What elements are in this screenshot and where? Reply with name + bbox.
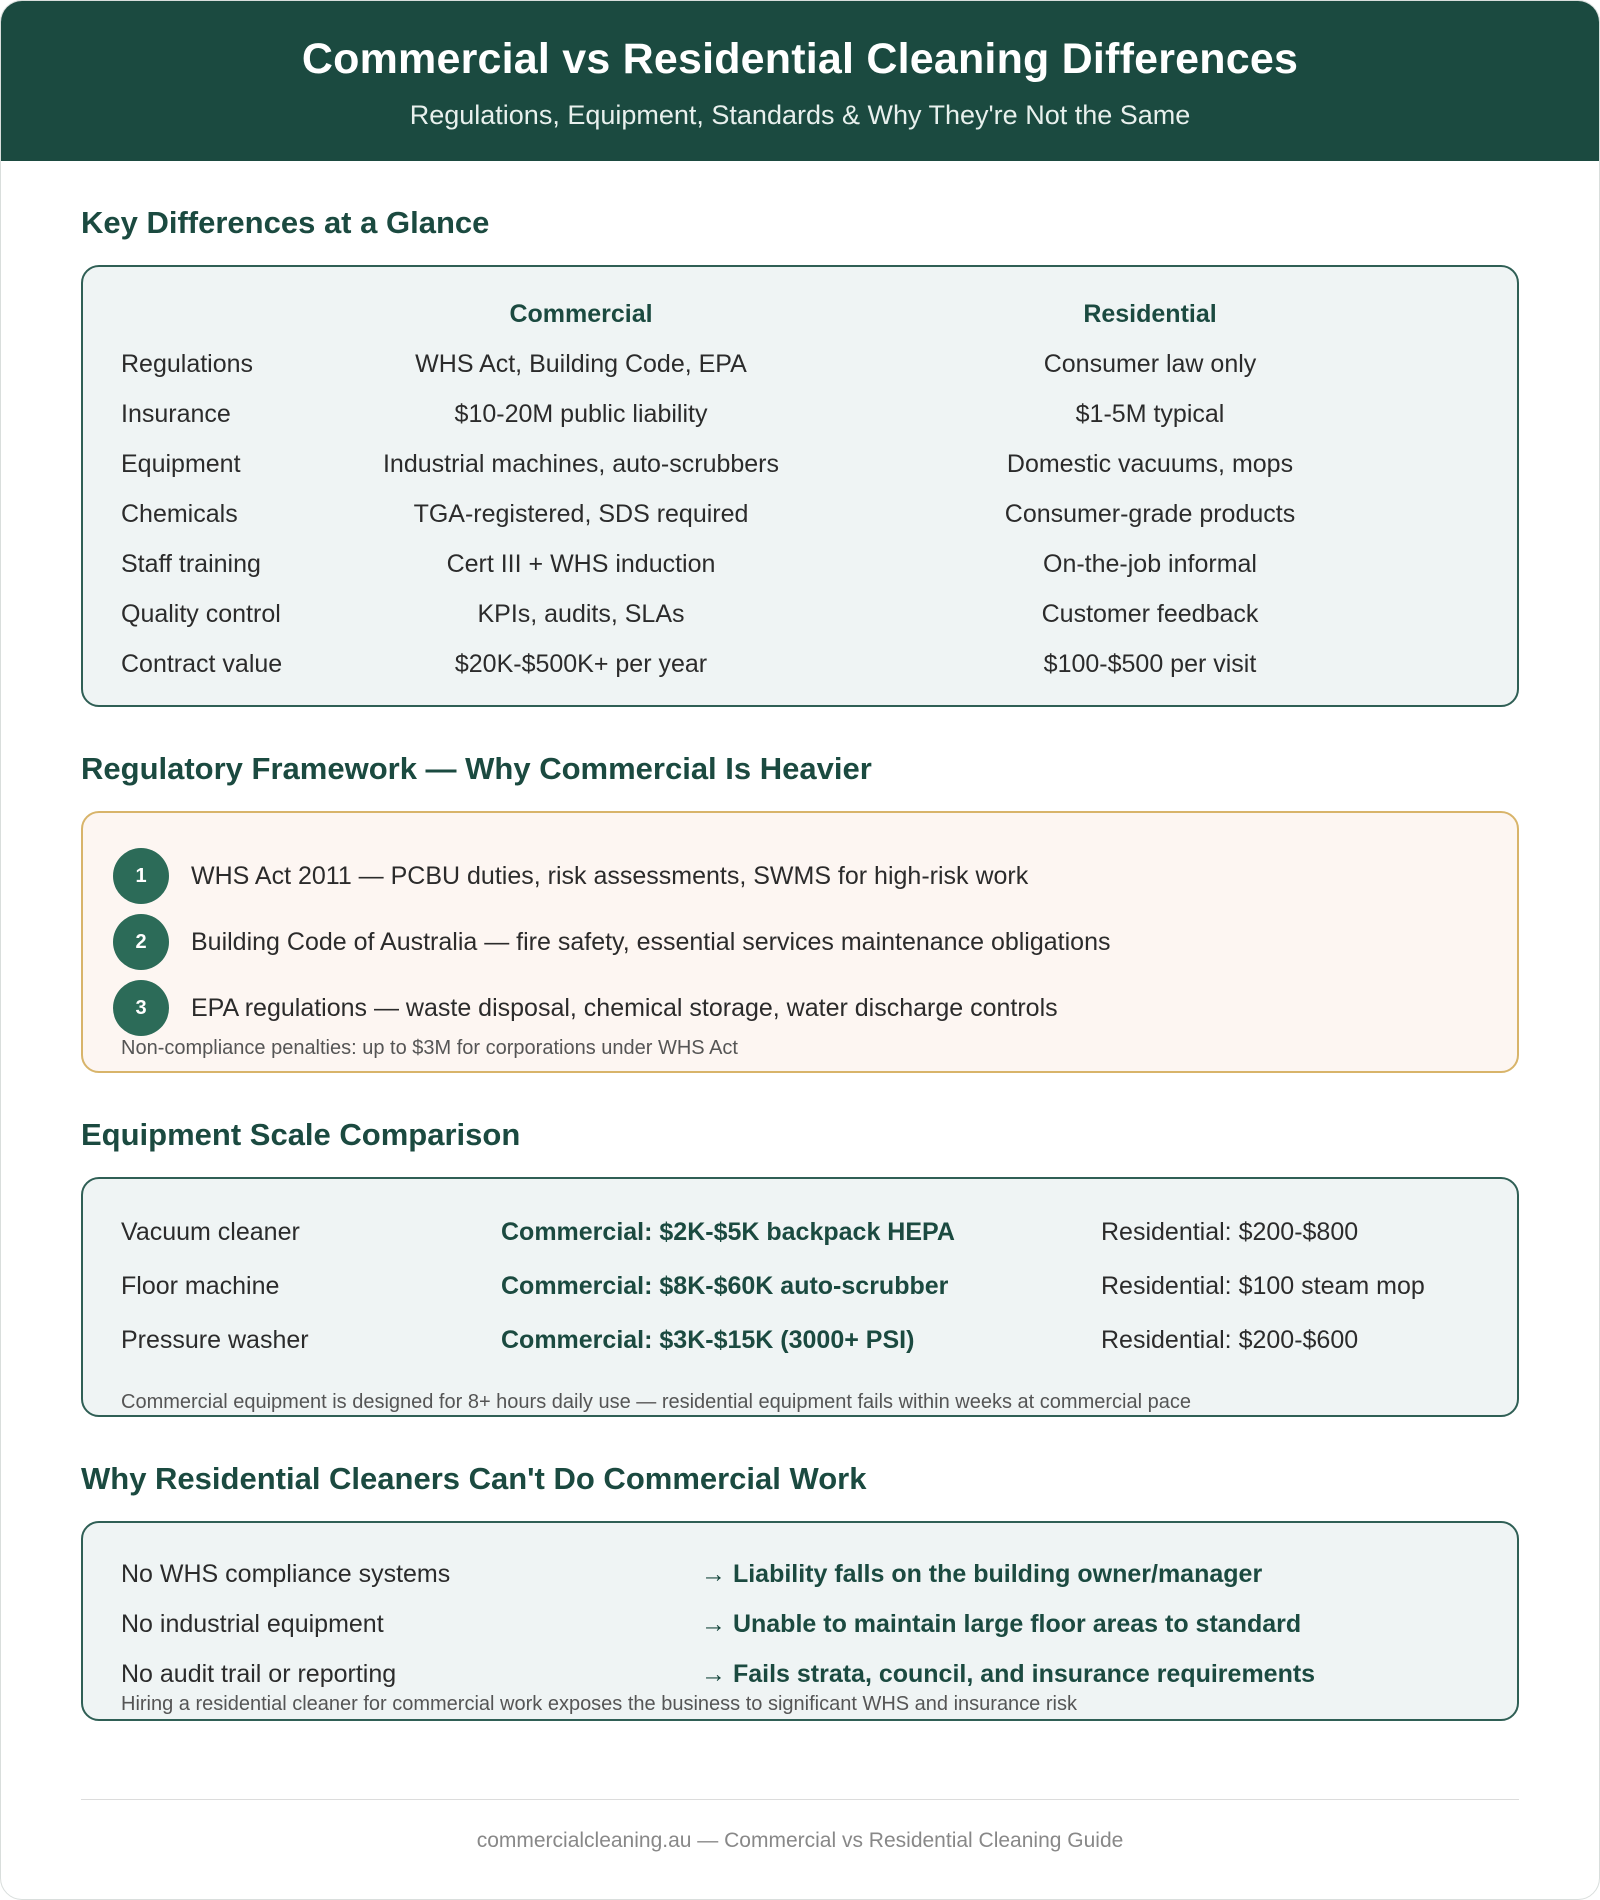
- page-subtitle: Regulations, Equipment, Standards & Why They're Not the Same: [409, 100, 1191, 130]
- why-row: [121, 1649, 1479, 1699]
- table-row: [121, 539, 1479, 589]
- why-heading: Why Residential Cleaners Can't Do Commercial Work: [81, 1461, 867, 1496]
- footer-text: commercialcleaning.au — Commercial vs Residential Cleaning Guide: [476, 1829, 1124, 1852]
- commercial-cell: $10-20M public liability: [454, 399, 708, 428]
- commercial-cell: WHS Act, Building Code, EPA: [415, 349, 747, 378]
- list-item: [113, 843, 1479, 909]
- consequence-text: → Fails strata, council, and insurance requirements: [701, 1659, 1316, 1688]
- residential-cell: $100-$500 per visit: [1043, 649, 1257, 678]
- residential-cell: Consumer-grade products: [1004, 499, 1296, 528]
- header-banner: [1, 1, 1599, 161]
- number-badge: 1: [113, 848, 169, 904]
- row-label: Insurance: [121, 399, 231, 428]
- commercial-cell: KPIs, audits, SLAs: [477, 599, 685, 628]
- table-row: [121, 639, 1479, 689]
- equipment-row: [121, 1313, 1479, 1367]
- equipment-item: Floor machine: [121, 1271, 280, 1300]
- commercial-cell: Industrial machines, auto-scrubbers: [382, 449, 780, 478]
- issue-text: No industrial equipment: [121, 1609, 384, 1638]
- regulatory-panel: [81, 811, 1519, 1073]
- commercial-cell: $20K-$500K+ per year: [454, 649, 708, 678]
- risk-note: Hiring a residential cleaner for commercial work exposes the business to significant WHS and insurance risk: [121, 1693, 1077, 1715]
- row-label: Contract value: [121, 649, 283, 678]
- regulation-text: Building Code of Australia — fire safety, essential services maintenance obligations: [191, 927, 1111, 956]
- equipment-residential: Residential: $200-$800: [1101, 1217, 1359, 1246]
- commercial-cell: TGA-registered, SDS required: [413, 499, 749, 528]
- number-badge: 2: [113, 914, 169, 970]
- table-row: [121, 489, 1479, 539]
- list-item: [113, 975, 1479, 1041]
- equipment-residential: Residential: $200-$600: [1101, 1325, 1359, 1354]
- residential-cell: Domestic vacuums, mops: [1006, 449, 1294, 478]
- equipment-heading: Equipment Scale Comparison: [81, 1117, 521, 1152]
- why-panel: [81, 1521, 1519, 1721]
- row-label: Regulations: [121, 349, 254, 378]
- regulatory-heading: Regulatory Framework — Why Commercial Is Heavier: [81, 751, 872, 786]
- row-label: Quality control: [121, 599, 281, 628]
- footer-divider: [81, 1799, 1519, 1800]
- column-header-commercial: Commercial: [509, 299, 653, 328]
- commercial-cell: Cert III + WHS induction: [446, 549, 716, 578]
- equipment-commercial: Commercial: $3K-$15K (3000+ PSI): [501, 1325, 915, 1354]
- equipment-residential: Residential: $100 steam mop: [1101, 1271, 1425, 1300]
- residential-cell: On-the-job informal: [1043, 549, 1257, 578]
- issue-text: No audit trail or reporting: [121, 1659, 397, 1688]
- equipment-row: [121, 1259, 1479, 1313]
- residential-cell: $1-5M typical: [1075, 399, 1225, 428]
- regulation-text: WHS Act 2011 — PCBU duties, risk assessments, SWMS for high-risk work: [191, 861, 1029, 890]
- equipment-row: [121, 1205, 1479, 1259]
- why-row: [121, 1549, 1479, 1599]
- row-label: Staff training: [121, 549, 261, 578]
- row-label: Chemicals: [121, 499, 238, 528]
- equipment-panel: [81, 1177, 1519, 1417]
- row-label: Equipment: [121, 449, 241, 478]
- regulation-text: EPA regulations — waste disposal, chemical storage, water discharge controls: [191, 993, 1058, 1022]
- list-item: [113, 909, 1479, 975]
- key-differences-table: [81, 265, 1519, 707]
- consequence-text: → Unable to maintain large floor areas to standard: [701, 1609, 1302, 1638]
- residential-cell: Consumer law only: [1043, 349, 1257, 378]
- equipment-item: Vacuum cleaner: [121, 1217, 300, 1246]
- issue-text: No WHS compliance systems: [121, 1559, 451, 1588]
- equipment-item: Pressure washer: [121, 1325, 309, 1354]
- equipment-commercial: Commercial: $8K-$60K auto-scrubber: [501, 1271, 949, 1300]
- table-row: [121, 339, 1479, 389]
- table-row: [121, 389, 1479, 439]
- equipment-commercial: Commercial: $2K-$5K backpack HEPA: [501, 1217, 955, 1246]
- column-header-residential: Residential: [1083, 299, 1217, 328]
- why-row: [121, 1599, 1479, 1649]
- table-row: [121, 589, 1479, 639]
- key-differences-heading: Key Differences at a Glance: [81, 205, 490, 240]
- equipment-note: Commercial equipment is designed for 8+ hours daily use — residential equipment fails within weeks at commercial pace: [121, 1391, 1191, 1413]
- table-row: [121, 439, 1479, 489]
- consequence-text: → Liability falls on the building owner/manager: [701, 1559, 1263, 1588]
- table-header-row: [121, 289, 1479, 339]
- number-badge: 3: [113, 980, 169, 1036]
- residential-cell: Customer feedback: [1041, 599, 1259, 628]
- page-title: Commercial vs Residential Cleaning Differences: [301, 35, 1299, 83]
- penalty-note: Non-compliance penalties: up to $3M for corporations under WHS Act: [121, 1037, 738, 1059]
